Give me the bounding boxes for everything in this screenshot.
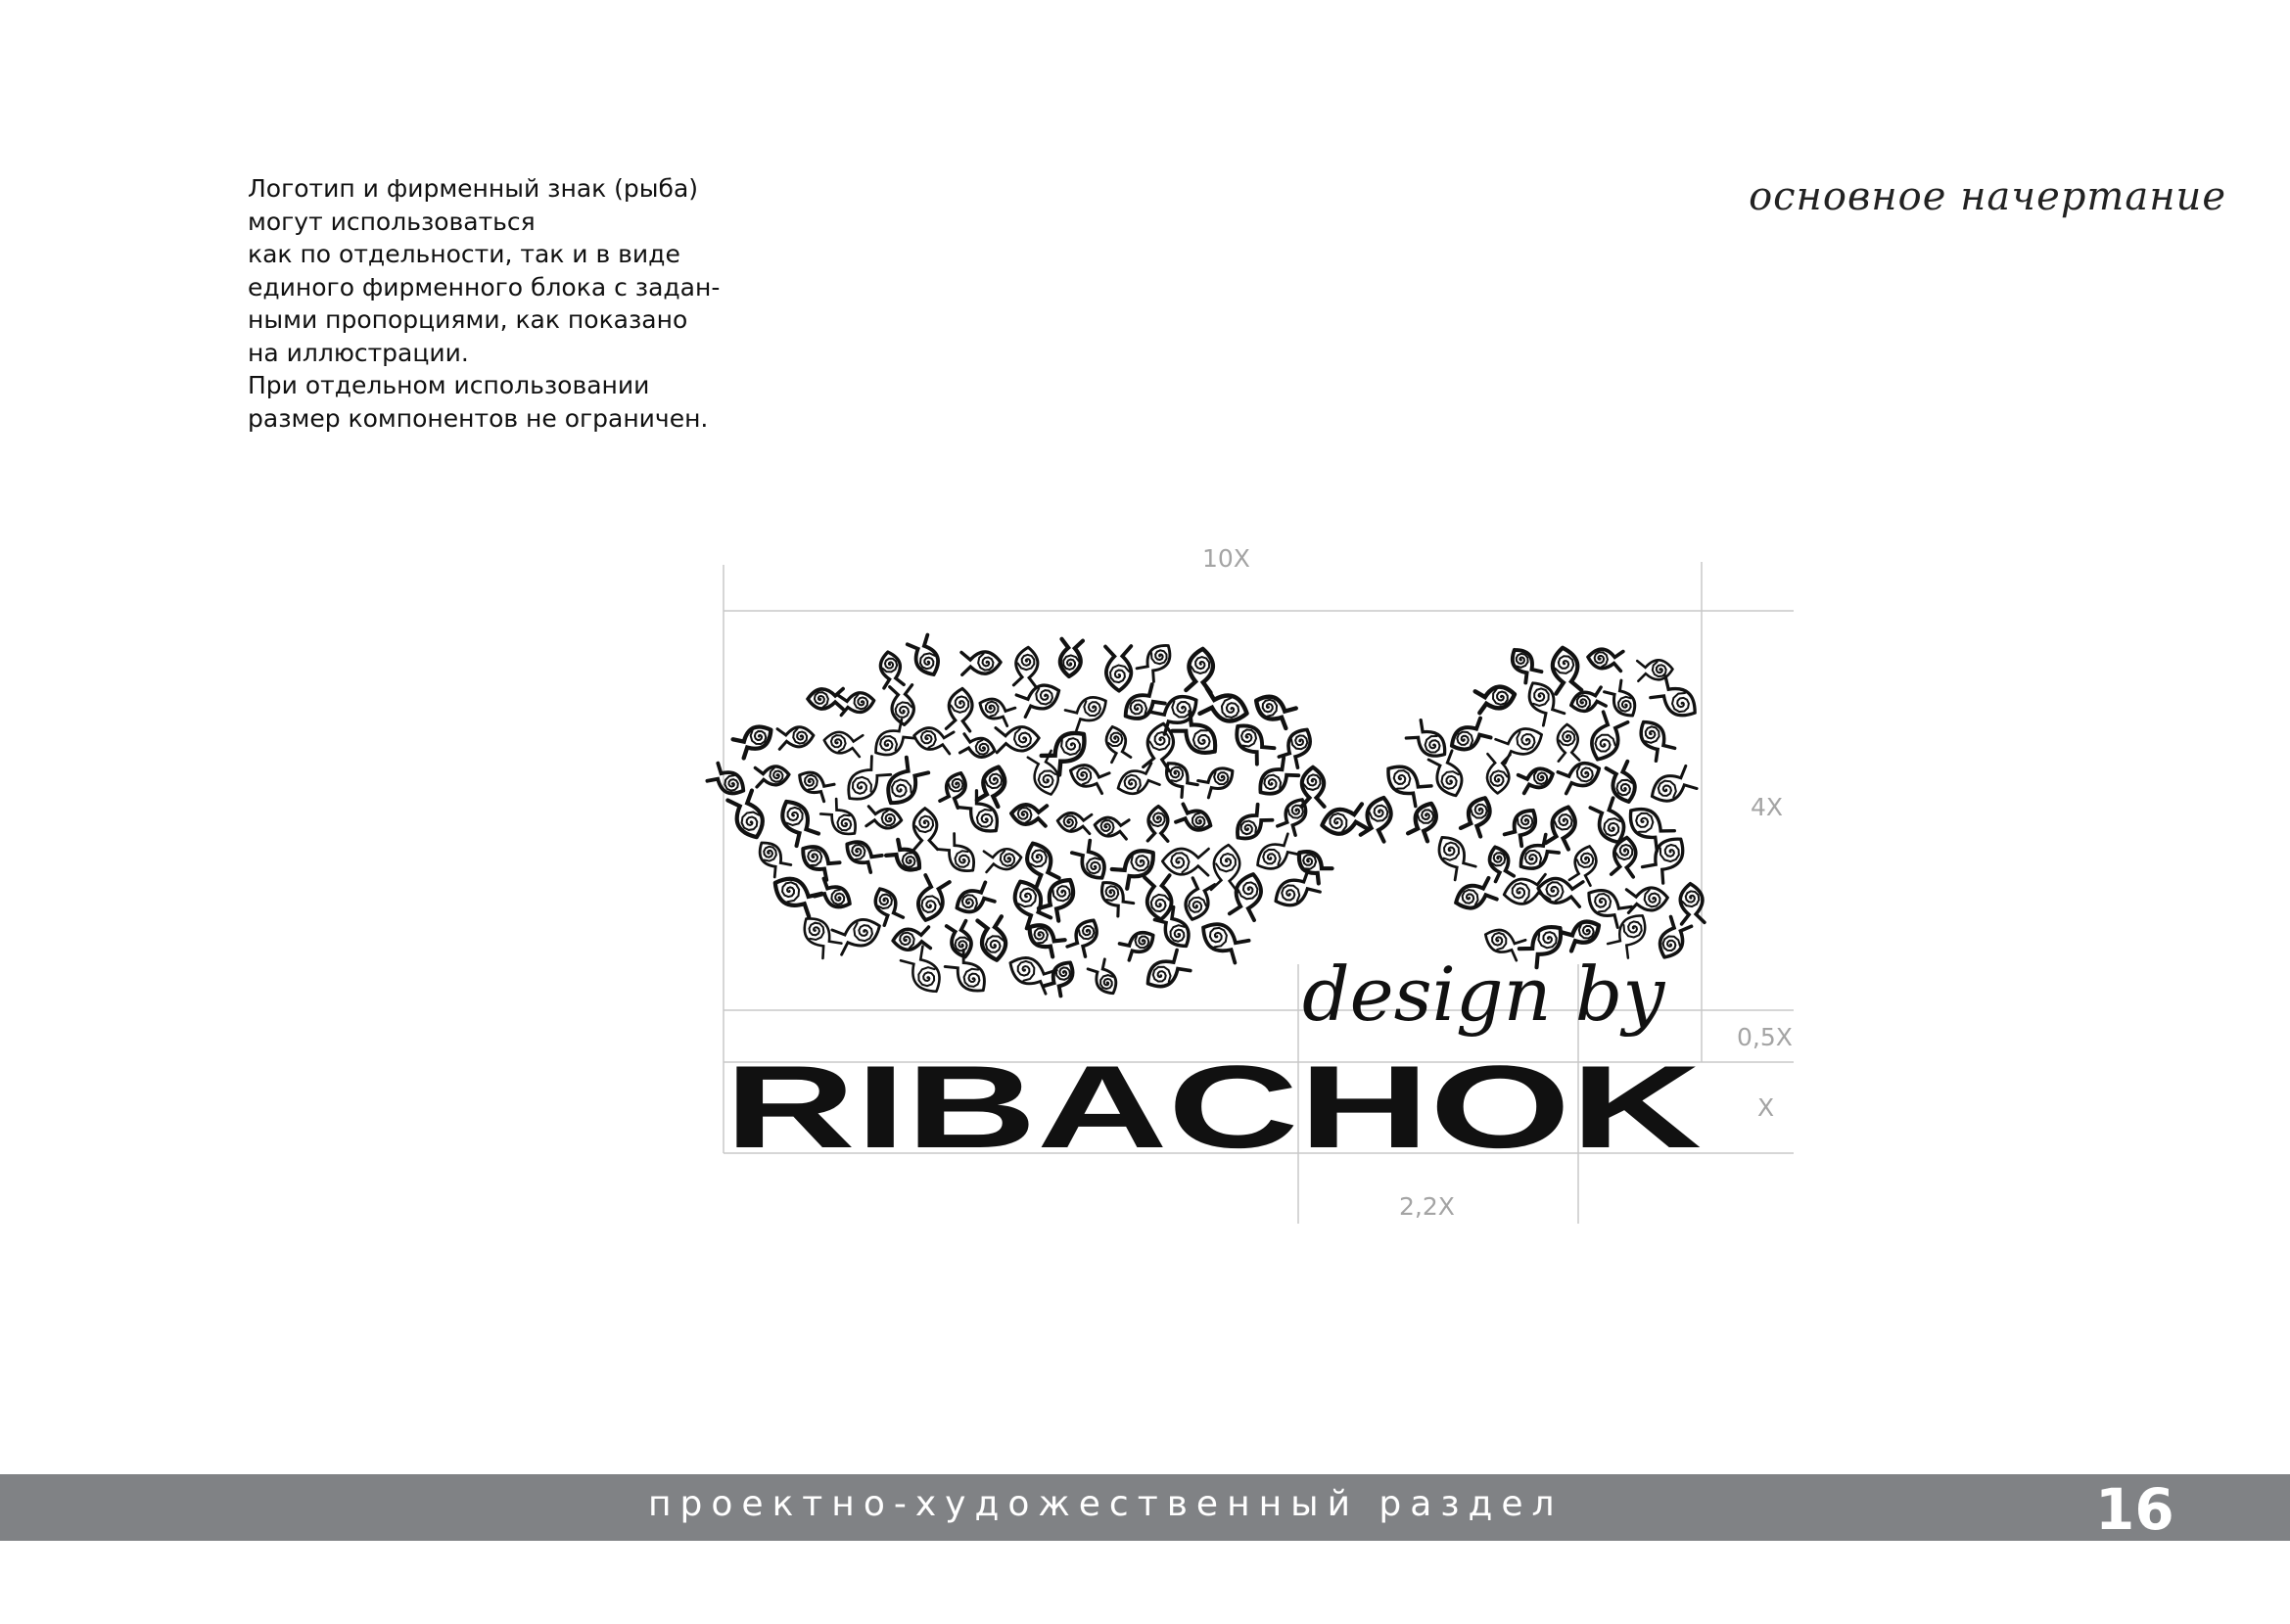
- small-fish-icon: [1557, 723, 1579, 761]
- small-fish-icon: [1522, 677, 1565, 726]
- small-fish-icon: [1558, 758, 1603, 793]
- small-fish-icon: [1067, 915, 1102, 956]
- description-line: При отдельном использовании: [248, 371, 650, 399]
- small-fish-icon: [1562, 916, 1603, 951]
- description-line: на иллюстрации.: [248, 338, 469, 367]
- small-fish-icon: [945, 950, 992, 998]
- small-fish-icon: [947, 921, 975, 959]
- gap-dimension-label: 0,5X: [1737, 1023, 1793, 1051]
- small-fish-icon: [1021, 839, 1058, 887]
- tagline-width-label: 2,2X: [1399, 1192, 1455, 1221]
- small-fish-icon: [984, 847, 1022, 872]
- small-fish-icon: [775, 796, 818, 846]
- small-fish-icon: [976, 694, 1015, 726]
- small-fish-icon: [1502, 874, 1550, 906]
- description-line: Логотип и фирменный знак (рыба): [248, 174, 699, 203]
- small-fish-icon: [1196, 916, 1249, 962]
- page-number: 16: [2095, 1476, 2174, 1543]
- small-fish-icon: [1320, 804, 1367, 837]
- description-line: могут использоваться: [248, 207, 536, 236]
- small-fish-icon: [1461, 794, 1495, 837]
- small-fish-icon: [1647, 766, 1697, 808]
- small-fish-icon: [901, 947, 948, 998]
- small-fish-icon: [1065, 691, 1111, 730]
- small-fish-icon: [1550, 646, 1581, 694]
- page-subtitle: основное начертание: [1749, 174, 2226, 219]
- small-fish-icon: [1176, 804, 1214, 834]
- small-fish-icon: [1229, 719, 1274, 765]
- small-fish-icon: [1088, 959, 1121, 998]
- small-fish-icon: [1008, 876, 1051, 928]
- small-fish-icon: [940, 769, 970, 808]
- footer-band: [0, 1474, 2290, 1541]
- small-fish-icon: [707, 764, 748, 800]
- small-fish-icon: [755, 765, 789, 786]
- small-fish-icon: [1270, 869, 1320, 911]
- small-fish-icon: [838, 691, 875, 716]
- small-fish-icon: [1145, 875, 1173, 920]
- small-fish-icon: [1067, 761, 1109, 794]
- description-line: единого фирменного блока с задан-: [248, 272, 721, 302]
- small-fish-icon: [1536, 876, 1583, 907]
- small-fish-icon: [866, 807, 903, 830]
- small-fish-icon: [1447, 719, 1491, 756]
- small-fish-icon: [797, 911, 841, 958]
- small-fish-icon: [1251, 690, 1296, 727]
- small-fish-icon: [869, 719, 915, 762]
- small-fish-icon: [808, 689, 843, 710]
- small-fish-icon: [1585, 712, 1627, 765]
- small-fish-icon: [892, 927, 930, 951]
- small-fish-icon: [733, 720, 776, 758]
- small-fish-icon: [1230, 871, 1266, 920]
- description-line: размер компонентов не ограничен.: [248, 403, 709, 433]
- small-fish-icon: [754, 837, 791, 877]
- small-fish-icon: [841, 836, 881, 872]
- wordmark-height-label: X: [1757, 1093, 1775, 1122]
- small-fish-icon: [1569, 844, 1600, 886]
- small-fish-icon: [1587, 647, 1623, 671]
- small-fish-icon: [1637, 659, 1673, 680]
- height-dimension-label: 4X: [1751, 793, 1784, 821]
- logo-tagline: design by: [1302, 951, 1665, 1038]
- small-fish-icon: [1380, 759, 1431, 807]
- small-fish-icon: [1301, 767, 1324, 807]
- small-fish-icon: [1452, 878, 1497, 913]
- small-fish-icon: [777, 725, 815, 749]
- small-fish-icon: [832, 913, 884, 954]
- small-fish-icon: [1147, 807, 1168, 842]
- small-fish-icon: [937, 834, 981, 879]
- small-fish-icon: [1142, 951, 1191, 995]
- small-fish-icon: [1005, 951, 1056, 995]
- small-fish-icon: [1162, 848, 1208, 875]
- small-fish-icon: [1056, 812, 1092, 834]
- small-fish-icon: [1428, 751, 1468, 801]
- small-fish-icon: [1519, 765, 1556, 793]
- small-fish-icon: [1072, 841, 1111, 884]
- small-fish-icon: [1137, 639, 1177, 682]
- small-fish-icon: [1058, 639, 1083, 677]
- small-fish-icon: [1679, 883, 1705, 924]
- fish-emblem-icon: [707, 635, 1705, 999]
- small-fish-icon: [1028, 751, 1063, 798]
- small-fish-icon: [1105, 646, 1132, 691]
- small-fish-icon: [840, 757, 891, 808]
- small-fish-icon: [1094, 815, 1129, 839]
- small-fish-icon: [1651, 676, 1703, 723]
- small-fish-icon: [977, 764, 1009, 807]
- small-fish-icon: [797, 840, 840, 880]
- small-fish-icon: [1181, 878, 1214, 923]
- small-fish-icon: [1231, 805, 1273, 846]
- description-line: ными пропорциями, как показано: [248, 305, 688, 334]
- small-fish-icon: [1431, 831, 1475, 880]
- small-fish-icon: [913, 875, 950, 923]
- small-fish-icon: [1568, 687, 1606, 715]
- small-fish-icon: [960, 734, 998, 761]
- small-fish-icon: [1408, 800, 1441, 841]
- small-fish-icon: [1626, 886, 1668, 912]
- small-fish-icon: [1119, 684, 1165, 725]
- small-fish-icon: [1475, 683, 1518, 713]
- small-fish-icon: [1486, 844, 1515, 881]
- small-fish-icon: [815, 879, 855, 913]
- small-fish-icon: [1406, 720, 1452, 764]
- description-line: как по отдельности, так и в виде: [248, 240, 680, 268]
- small-fish-icon: [1042, 724, 1093, 774]
- small-fish-icon: [1186, 648, 1215, 693]
- small-fish-icon: [795, 766, 835, 801]
- small-fish-icon: [1507, 644, 1542, 682]
- small-fish-icon: [1546, 804, 1579, 849]
- small-fish-icon: [1112, 843, 1161, 889]
- small-fish-icon: [1010, 804, 1047, 826]
- small-fish-icon: [727, 791, 769, 843]
- small-fish-icon: [953, 882, 995, 917]
- small-fish-icon: [946, 687, 974, 731]
- small-fish-icon: [1198, 763, 1238, 798]
- small-fish-icon: [1496, 722, 1547, 763]
- small-fish-icon: [1173, 712, 1224, 762]
- small-fish-icon: [1253, 758, 1298, 801]
- small-fish-icon: [820, 799, 863, 841]
- small-fish-icon: [870, 885, 903, 925]
- small-fish-icon: [1292, 845, 1332, 883]
- small-fish-icon: [1505, 805, 1542, 846]
- small-fish-icon: [977, 916, 1008, 962]
- small-fish-icon: [1045, 957, 1079, 996]
- small-fish-icon: [1634, 716, 1675, 761]
- small-fish-icon: [1102, 724, 1131, 763]
- small-fish-icon: [822, 729, 863, 757]
- small-fish-icon: [1605, 680, 1642, 721]
- small-fish-icon: [1120, 927, 1158, 960]
- small-fish-icon: [1251, 834, 1299, 876]
- section-title: проектно-художественный раздел: [648, 1484, 1564, 1524]
- small-fish-icon: [880, 758, 928, 811]
- small-fish-icon: [1200, 688, 1251, 725]
- wordmark: [724, 951, 1702, 1173]
- small-fish-icon: [1114, 764, 1160, 800]
- small-fish-icon: [913, 809, 938, 851]
- small-fish-icon: [1486, 754, 1510, 794]
- small-fish-icon: [996, 725, 1040, 752]
- small-fish-icon: [769, 871, 821, 916]
- small-fish-icon: [1013, 646, 1039, 687]
- small-fish-icon: [1016, 679, 1063, 717]
- small-fish-icon: [961, 651, 1001, 674]
- small-fish-icon: [878, 650, 904, 688]
- small-fish-icon: [908, 635, 944, 679]
- width-dimension-label: 10X: [1202, 544, 1250, 573]
- logo-wordmark: RIBACHOK: [724, 1042, 1702, 1173]
- small-fish-icon: [1361, 795, 1396, 842]
